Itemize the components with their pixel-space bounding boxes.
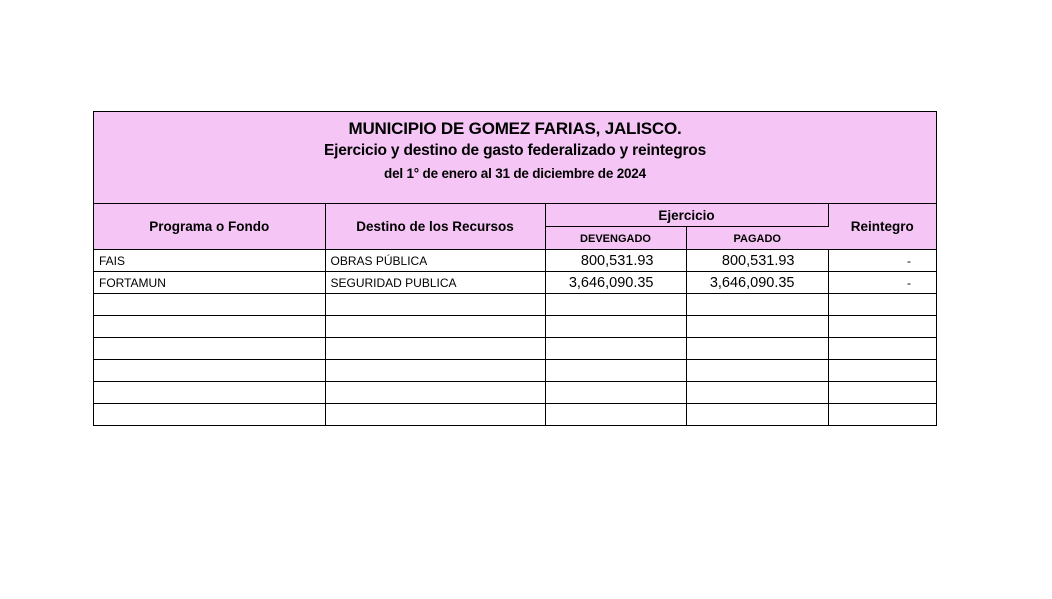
cell-devengado [545, 294, 686, 316]
header-destino: Destino de los Recursos [325, 204, 545, 250]
cell-pagado [686, 316, 828, 338]
cell-devengado [545, 316, 686, 338]
report-subtitle: Ejercicio y destino de gasto federalizado y reintegros [324, 142, 706, 159]
expense-table [94, 204, 936, 425]
cell-pagado [686, 338, 828, 360]
table-row [94, 250, 936, 272]
cell-reintegro [828, 382, 936, 404]
cell-devengado [545, 404, 686, 426]
cell-programa [94, 404, 325, 426]
cell-pagado [686, 360, 828, 382]
cell-destino [325, 360, 545, 382]
report-period: del 1° de enero al 31 de diciembre de 2024 [384, 166, 646, 181]
header-pagado: PAGADO [686, 227, 828, 250]
table-row [94, 338, 936, 360]
cell-pagado [686, 404, 828, 426]
table-row [94, 272, 936, 294]
cell-programa [94, 360, 325, 382]
cell-reintegro [828, 316, 936, 338]
cell-pagado: 800,531.93 [686, 250, 828, 272]
cell-programa: FORTAMUN [94, 272, 325, 294]
cell-programa [94, 294, 325, 316]
cell-reintegro: - [828, 250, 936, 272]
cell-pagado [686, 294, 828, 316]
header-ejercicio: Ejercicio [545, 204, 828, 227]
report-header [94, 112, 936, 204]
cell-programa [94, 338, 325, 360]
cell-devengado [545, 338, 686, 360]
cell-destino: SEGURIDAD PUBLICA [325, 272, 545, 294]
cell-programa: FAIS [94, 250, 325, 272]
cell-destino: OBRAS PÚBLICA [325, 250, 545, 272]
cell-pagado [686, 382, 828, 404]
cell-destino [325, 382, 545, 404]
cell-devengado: 800,531.93 [545, 250, 686, 272]
table-row [94, 404, 936, 426]
cell-destino [325, 338, 545, 360]
header-reintegro: Reintegro [828, 204, 936, 250]
cell-pagado: 3,646,090.35 [686, 272, 828, 294]
cell-devengado: 3,646,090.35 [545, 272, 686, 294]
header-devengado: DEVENGADO [545, 227, 686, 250]
cell-reintegro [828, 338, 936, 360]
cell-reintegro [828, 360, 936, 382]
table-row [94, 360, 936, 382]
cell-devengado [545, 360, 686, 382]
cell-reintegro: - [828, 272, 936, 294]
header-programa: Programa o Fondo [94, 204, 325, 250]
table-row [94, 382, 936, 404]
cell-destino [325, 404, 545, 426]
cell-destino [325, 294, 545, 316]
cell-programa [94, 382, 325, 404]
report-title: MUNICIPIO DE GOMEZ FARIAS, JALISCO. [348, 119, 682, 138]
report-sheet [93, 111, 937, 426]
cell-reintegro [828, 404, 936, 426]
cell-destino [325, 316, 545, 338]
table-row [94, 316, 936, 338]
cell-reintegro [828, 294, 936, 316]
table-row [94, 294, 936, 316]
cell-programa [94, 316, 325, 338]
cell-devengado [545, 382, 686, 404]
